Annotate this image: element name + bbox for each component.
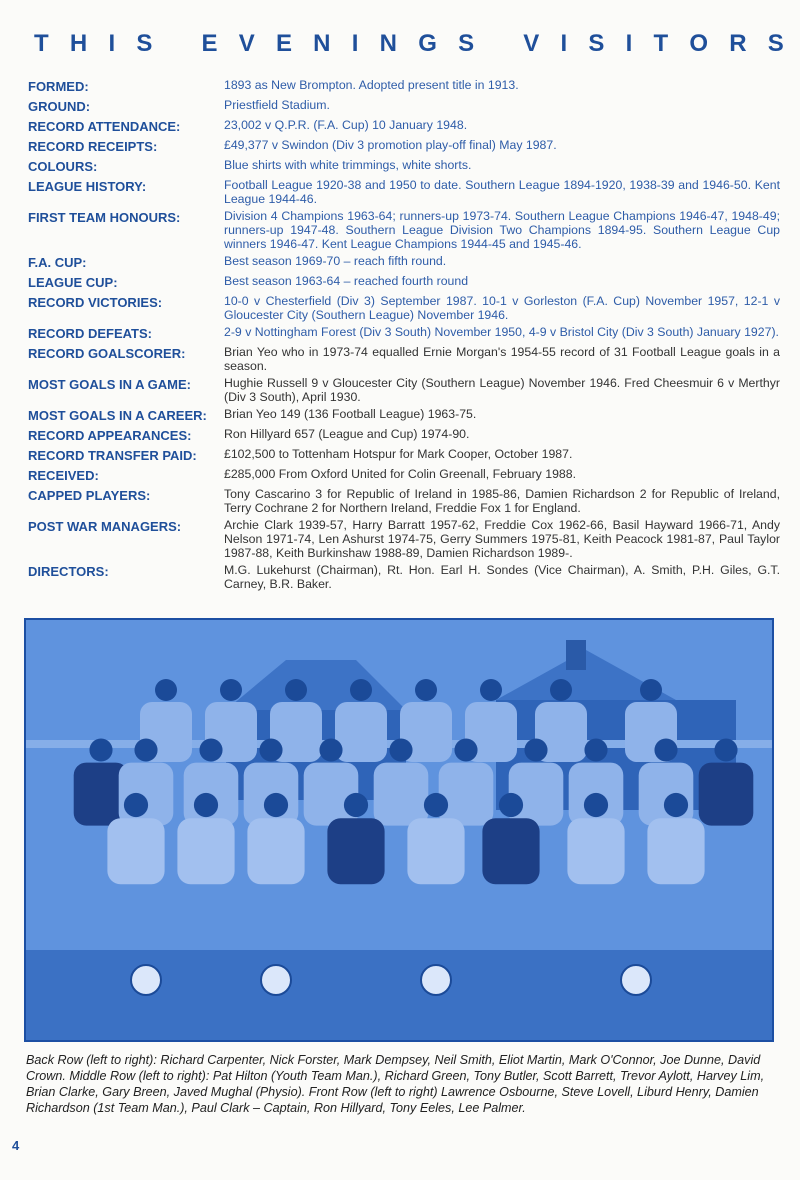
player-head: [194, 793, 218, 817]
fact-value: Best season 1963-64 – reached fourth round: [224, 274, 469, 288]
player-head: [350, 679, 372, 701]
player-head: [389, 738, 412, 761]
fact-label: RECORD GOALSCORER:: [28, 346, 186, 361]
player-body: [304, 763, 359, 826]
fact-row: [28, 178, 780, 206]
fact-row: [28, 345, 780, 373]
fact-label: F.A. CUP:: [28, 255, 87, 270]
fact-row: [28, 138, 780, 155]
fact-label: RECORD ATTENDANCE:: [28, 119, 181, 134]
player-head: [664, 793, 688, 817]
player-head: [220, 679, 242, 701]
fact-label: DIRECTORS:: [28, 564, 109, 579]
fact-label: FORMED:: [28, 79, 89, 94]
player-head: [285, 679, 307, 701]
player-body: [567, 818, 624, 884]
title-letter: S: [767, 30, 784, 57]
fact-value: 23,002 v Q.P.R. (F.A. Cup) 10 January 1948.: [224, 118, 468, 132]
fact-label: RECORD RECEIPTS:: [28, 139, 158, 154]
fact-label: GROUND:: [28, 99, 91, 114]
fact-label: MOST GOALS IN A GAME:: [28, 377, 191, 392]
player-body: [177, 818, 234, 884]
player-body: [647, 818, 704, 884]
fact-value: Best season 1969-70 – reach fifth round.: [224, 254, 447, 268]
fact-label: COLOURS:: [28, 159, 98, 174]
fact-row: [28, 209, 780, 251]
player-head: [584, 793, 608, 817]
player-body: [407, 818, 464, 884]
fact-value: Division 4 Champions 1963-64; runners-up 1973-74. Southern League Champions 1946-47, 1948-49; runners-up 1947-48. Southern League Division Two Champions 1894-95. Southern League Cup winners 1946-47. Kent League Champions 1944-45 and 1945-46.: [224, 209, 780, 251]
title-letter: N: [313, 30, 331, 57]
player-head: [654, 738, 677, 761]
fact-row: [28, 78, 780, 95]
fact-value: Blue shirts with white trimmings, white shorts.: [224, 158, 472, 172]
fact-value: Brian Yeo 149 (136 Football League) 1963-75.: [224, 407, 477, 421]
fact-row: [28, 447, 780, 464]
football: [621, 965, 651, 995]
player-head: [134, 738, 157, 761]
title-letter: R: [729, 30, 747, 57]
player-head: [640, 679, 662, 701]
team-photo: [24, 618, 774, 1042]
title-gap: [495, 30, 502, 58]
fact-value: £285,000 From Oxford United for Colin Greenall, February 1988.: [224, 467, 577, 481]
title-letter: N: [379, 30, 397, 57]
fact-row: [28, 325, 780, 342]
player-body: [639, 763, 694, 826]
fact-row: [28, 407, 780, 424]
player-head: [264, 793, 288, 817]
fact-label: RECORD DEFEATS:: [28, 326, 152, 341]
fact-row: [28, 254, 780, 271]
fact-label: CAPPED PLAYERS:: [28, 488, 151, 503]
fact-row: [28, 274, 780, 291]
title-letter: O: [689, 30, 709, 57]
player-body: [482, 818, 539, 884]
fact-row: [28, 98, 780, 115]
fact-row: [28, 563, 780, 591]
fact-value: Priestfield Stadium.: [224, 98, 330, 112]
fact-row: [28, 427, 780, 444]
player-head: [319, 738, 342, 761]
photo-caption: Back Row (left to right): Richard Carpenter, Nick Forster, Mark Dempsey, Neil Smith, Eliot Martin, Mark O'Connor, Joe Dunne, David Crown. Middle Row (left to right): Pat Hilton (Youth Team Man.), Richard Green, Tony Butler, Scott Barrett, Trevor Aylott, Harvey Lim, Brian Clarke, Gary Breen, Javed Mughal (Physio). Front Row (left to right) Lawrence Osbourne, Steve Lovell, Liburd Henry, Damien Richardson (1st Team Man.), Paul Clark – Captain, Ron Hillyard, Tony Eeles, Lee Palmer.: [26, 1053, 765, 1115]
player-head: [584, 738, 607, 761]
fact-row: [28, 118, 780, 135]
fact-row: [28, 467, 780, 484]
fact-value: Ron Hillyard 657 (League and Cup) 1974-90.: [224, 427, 470, 441]
fact-value: £49,377 v Swindon (Div 3 promotion play-off final) May 1987.: [224, 138, 557, 152]
title-letter: S: [588, 30, 605, 57]
title-letter: S: [458, 30, 475, 57]
title-letter: V: [523, 30, 540, 57]
fact-row: [28, 487, 780, 515]
title-letter: H: [69, 30, 88, 57]
player-head: [199, 738, 222, 761]
player-head: [415, 679, 437, 701]
title-letter: S: [136, 30, 153, 57]
fact-label: LEAGUE CUP:: [28, 275, 118, 290]
title-letter: I: [560, 30, 568, 57]
player-head: [550, 679, 572, 701]
football: [131, 965, 161, 995]
football: [261, 965, 291, 995]
fact-row: [28, 158, 780, 175]
player-body: [699, 763, 754, 826]
player-head: [714, 738, 737, 761]
player-head: [454, 738, 477, 761]
player-body: [374, 763, 429, 826]
fact-label: POST WAR MANAGERS:: [28, 519, 182, 534]
title-letter: I: [351, 30, 359, 57]
player-body: [327, 818, 384, 884]
club-facts-list: [28, 78, 780, 594]
page-title: [34, 30, 784, 58]
player-body: [247, 818, 304, 884]
fact-value: Hughie Russell 9 v Gloucester City (Southern League) November 1946. Fred Cheesmuir 6 v Merthyr (Div 3 South), April 1930.: [224, 376, 780, 404]
title-letter: I: [108, 30, 116, 57]
player-head: [524, 738, 547, 761]
fact-value: £102,500 to Tottenham Hotspur for Mark Cooper, October 1987.: [224, 447, 573, 461]
fact-label: MOST GOALS IN A CAREER:: [28, 408, 207, 423]
player-head: [424, 793, 448, 817]
title-letter: I: [625, 30, 633, 57]
fact-value: Archie Clark 1939-57, Harry Barratt 1957-62, Freddie Cox 1962-66, Basil Hayward 1966-71, Andy Nelson 1971-74, Len Ashurst 1974-75, Gerry Summers 1975-81, Keith Peacock 1981-87, Paul Taylor 1987-88, Keith Burkinshaw 1988-89, Damien Richardson 1989-.: [224, 518, 780, 560]
title-letter: T: [34, 30, 49, 57]
fact-value: M.G. Lukehurst (Chairman), Rt. Hon. Earl H. Sondes (Vice Chairman), A. Smith, P.H. Giles, G.T. Carney, B.R. Baker.: [224, 563, 780, 591]
football: [421, 965, 451, 995]
player-body: [439, 763, 494, 826]
fact-row: [28, 294, 780, 322]
player-head: [89, 738, 112, 761]
title-letter: T: [653, 30, 669, 57]
fact-value: 2-9 v Nottingham Forest (Div 3 South) November 1950, 4-9 v Bristol City (Div 3 South) January 1927).: [224, 325, 779, 339]
fact-label: RECORD APPEARANCES:: [28, 428, 192, 443]
fact-row: [28, 376, 780, 404]
player-body: [119, 763, 174, 826]
fact-value: Brian Yeo who in 1973-74 equalled Ernie Morgan's 1954-55 record of 31 Football League goals in a season.: [224, 345, 780, 373]
fact-value: Football League 1920-38 and 1950 to date. Southern League 1894-1920, 1938-39 and 1946-50. Kent League 1944-46.: [224, 178, 780, 206]
player-body: [509, 763, 564, 826]
fact-value: 1893 as New Brompton. Adopted present title in 1913.: [224, 78, 519, 92]
page-number: 4: [12, 1138, 20, 1153]
title-letter: E: [201, 30, 218, 57]
player-head: [259, 738, 282, 761]
title-gap: [174, 30, 181, 58]
player-head: [124, 793, 148, 817]
player-body: [335, 702, 387, 762]
fact-label: RECEIVED:: [28, 468, 99, 483]
player-head: [480, 679, 502, 701]
fact-label: FIRST TEAM HONOURS:: [28, 210, 181, 225]
fact-row: [28, 518, 780, 560]
player-body: [107, 818, 164, 884]
fact-label: LEAGUE HISTORY:: [28, 179, 147, 194]
fact-label: RECORD VICTORIES:: [28, 295, 163, 310]
title-letter: V: [238, 30, 255, 57]
player-head: [344, 793, 368, 817]
title-letter: E: [275, 30, 292, 57]
fact-label: RECORD TRANSFER PAID:: [28, 448, 197, 463]
player-head: [155, 679, 177, 701]
player-head: [499, 793, 523, 817]
fact-value: 10-0 v Chesterfield (Div 3) September 1987. 10-1 v Gorleston (F.A. Cup) November 1957, 12-1 v Gloucester City (Southern League) November 1946.: [224, 294, 780, 322]
fact-value: Tony Cascarino 3 for Republic of Ireland in 1985-86, Damien Richardson 2 for Republic of Ireland, Terry Cochrane 2 for Northern Ireland, Freddie Fox 1 for England.: [224, 487, 780, 515]
title-letter: G: [418, 30, 437, 57]
